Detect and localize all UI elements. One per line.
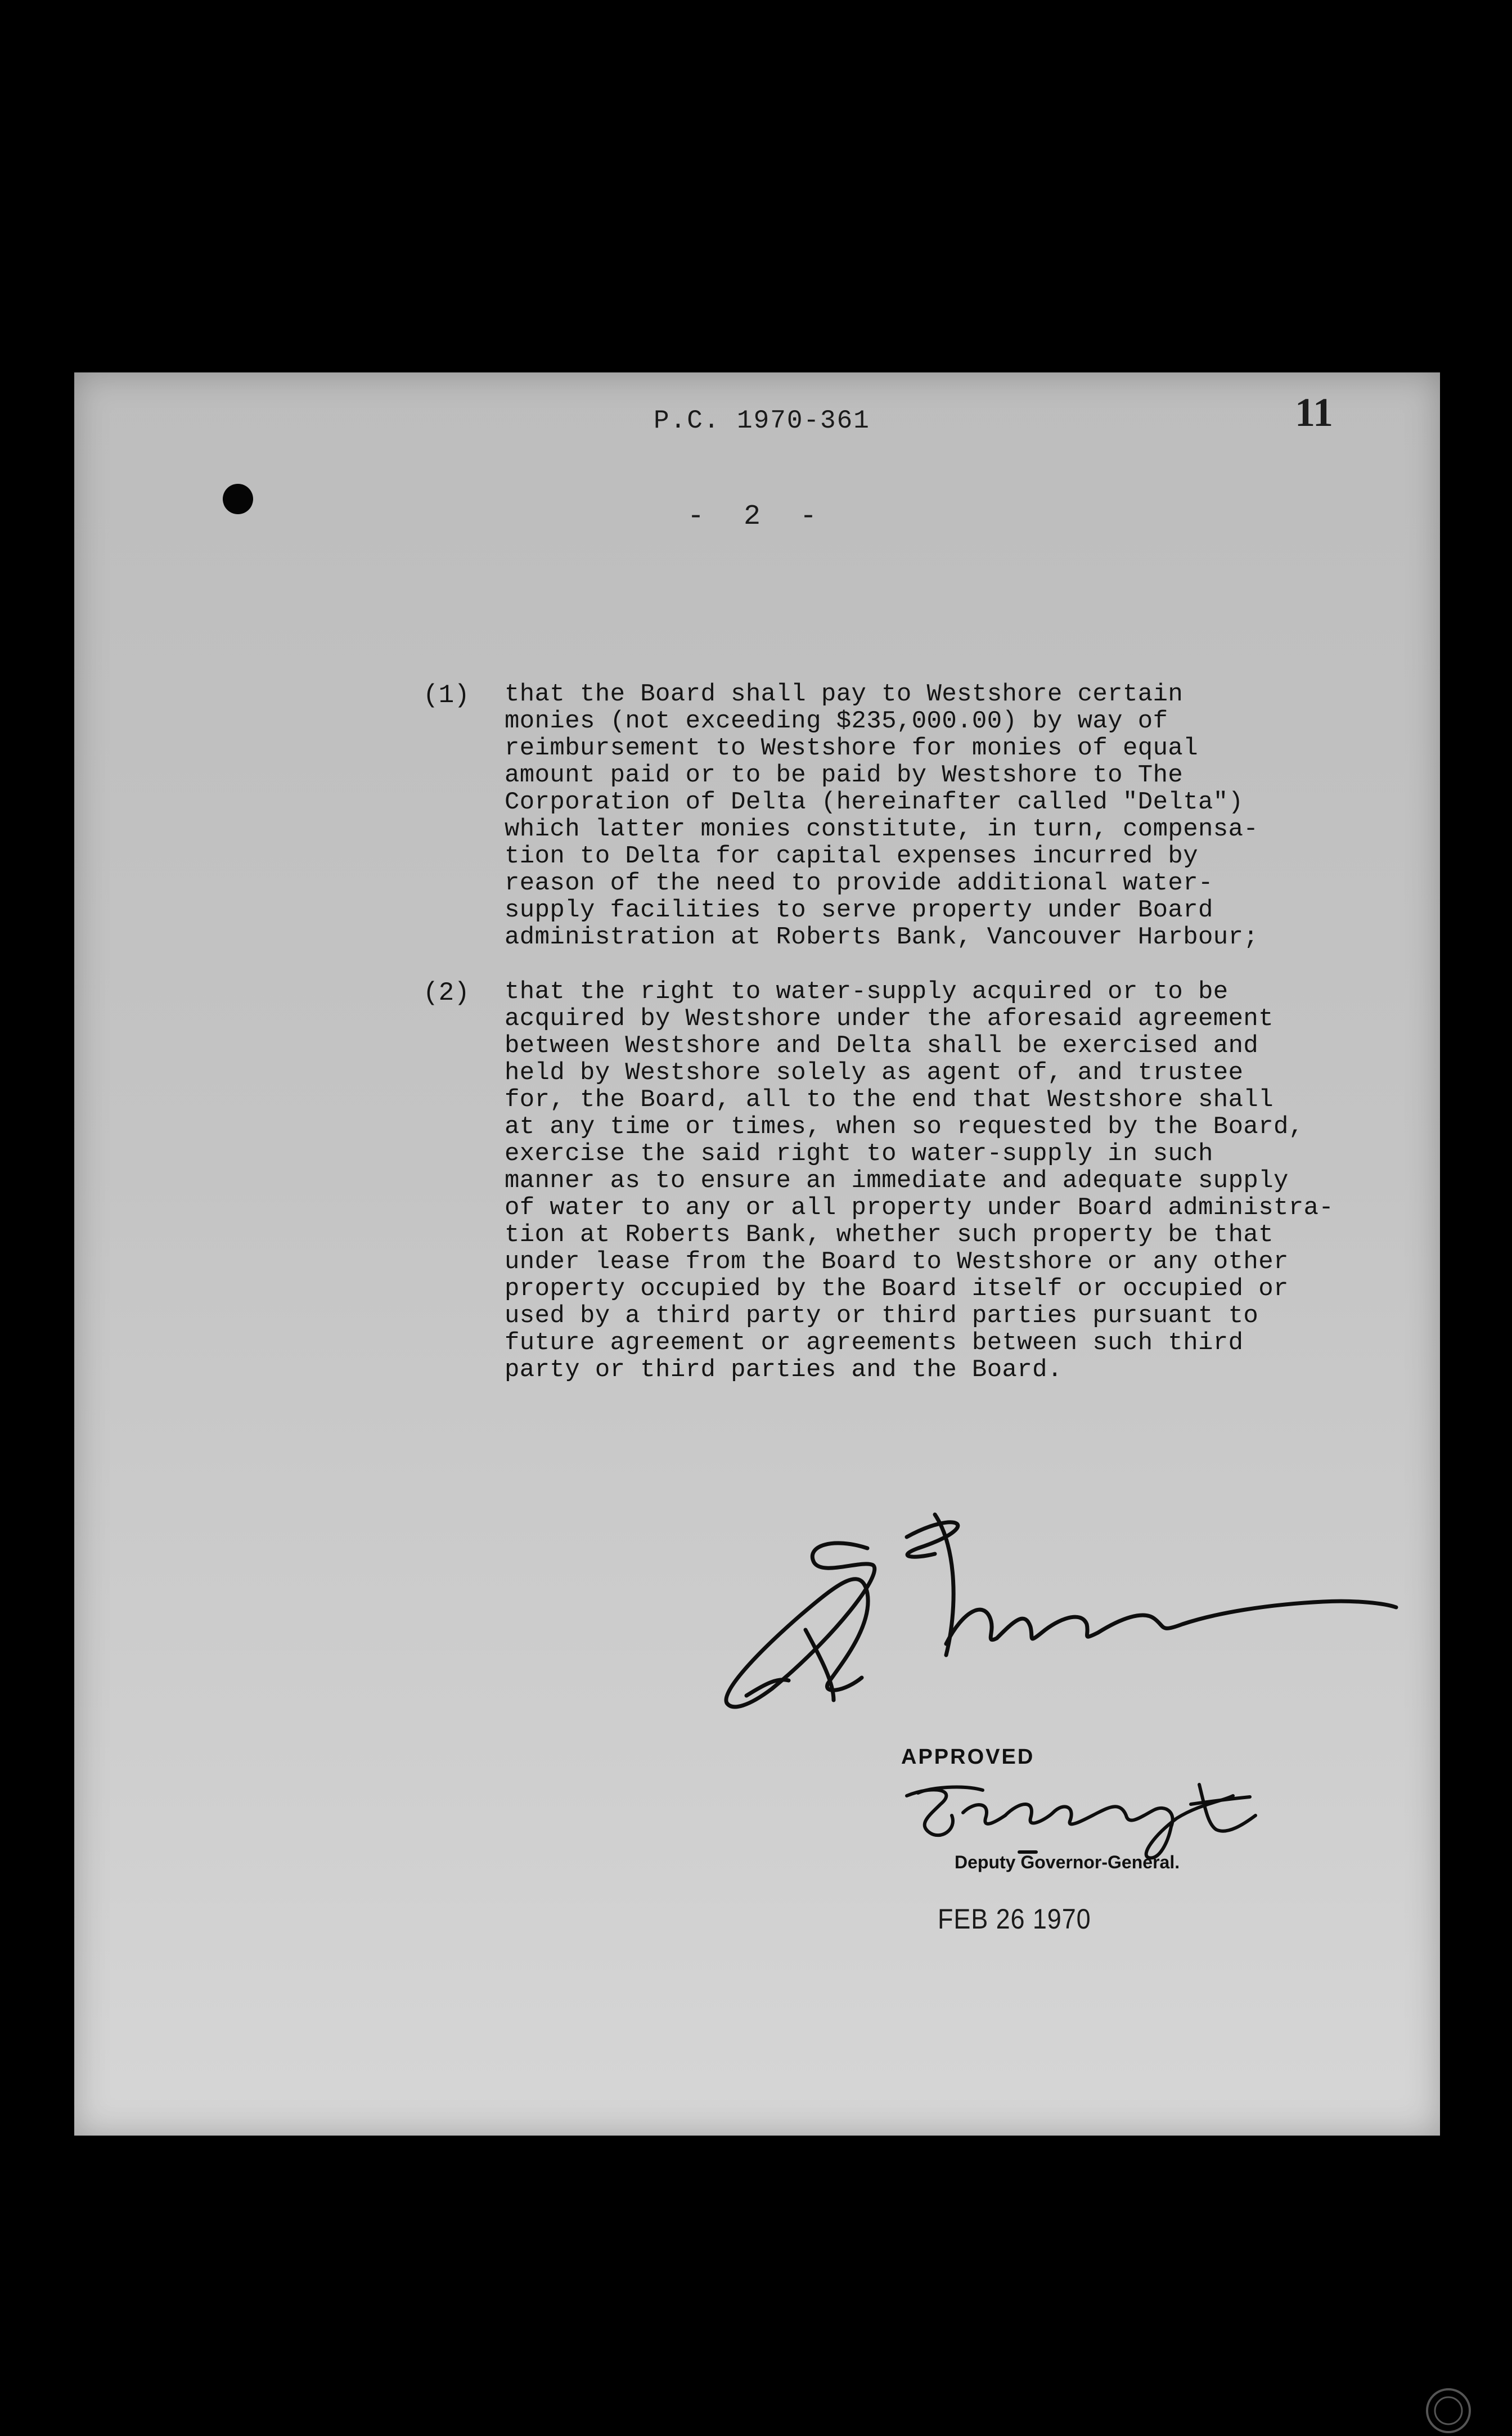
punch-hole	[223, 484, 253, 514]
clause-number: (1)	[423, 681, 470, 710]
clause-line: manner as to ensure an immediate and adequate supply	[505, 1167, 1289, 1195]
clause-line: acquired by Westshore under the aforesaid agreement	[505, 1005, 1274, 1033]
page-marker: - 2 -	[687, 501, 829, 533]
approver-signature	[884, 1762, 1289, 1863]
clause-line: reason of the need to provide additional water-	[505, 869, 1213, 897]
clause-number: (2)	[423, 978, 470, 1008]
clause-line: reimbursement to Westshore for monies of equal	[505, 734, 1198, 762]
clause-line: tion to Delta for capital expenses incurred by	[505, 842, 1198, 870]
clause-line: between Westshore and Delta shall be exercised and	[505, 1032, 1259, 1060]
clause-line: that the right to water-supply acquired or to be	[505, 978, 1228, 1006]
clause-line: for, the Board, all to the end that Westshore shall	[505, 1086, 1274, 1114]
document-page	[74, 372, 1440, 2136]
clause-line: that the Board shall pay to Westshore certain	[505, 680, 1184, 708]
clause-line: at any time or times, when so requested by the Board,	[505, 1113, 1304, 1141]
page-number: 11	[1295, 390, 1334, 435]
clause-line: amount paid or to be paid by Westshore to The	[505, 761, 1184, 789]
clause-line: tion at Roberts Bank, whether such property be that	[505, 1221, 1274, 1249]
clause-line: party or third parties and the Board.	[505, 1356, 1063, 1384]
clause-line: which latter monies constitute, in turn, compensa-	[505, 815, 1259, 843]
approved-label: APPROVED	[901, 1745, 1035, 1769]
clause-line: Corporation of Delta (hereinafter called "Delta")	[505, 788, 1244, 816]
order-reference: P.C. 1970-361	[654, 406, 870, 435]
governor-signature	[693, 1498, 1452, 1734]
clause-line: under lease from the Board to Westshore or any other	[505, 1248, 1289, 1276]
clause-line: of water to any or all property under Board administra-	[505, 1194, 1334, 1222]
approver-title: Deputy Governor-General.	[955, 1852, 1180, 1872]
clause-line: administration at Roberts Bank, Vancouver Harbour;	[505, 923, 1259, 951]
clause-line: supply facilities to serve property under Board	[505, 896, 1213, 924]
clause-line: future agreement or agreements between such third	[505, 1329, 1244, 1357]
archive-seal-icon	[1423, 2385, 1474, 2436]
clause-line: exercise the said right to water-supply in such	[505, 1140, 1213, 1168]
clause-line: held by Westshore solely as agent of, and trustee	[505, 1059, 1244, 1087]
clause-text	[505, 681, 1258, 951]
clause-line: used by a third party or third parties pursuant to	[505, 1302, 1259, 1330]
clause-line: property occupied by the Board itself or occupied or	[505, 1275, 1289, 1303]
approval-date: FEB 26 1970	[938, 1903, 1091, 1935]
clause-text	[505, 978, 1334, 1383]
clause-line: monies (not exceeding $235,000.00) by way of	[505, 707, 1168, 735]
